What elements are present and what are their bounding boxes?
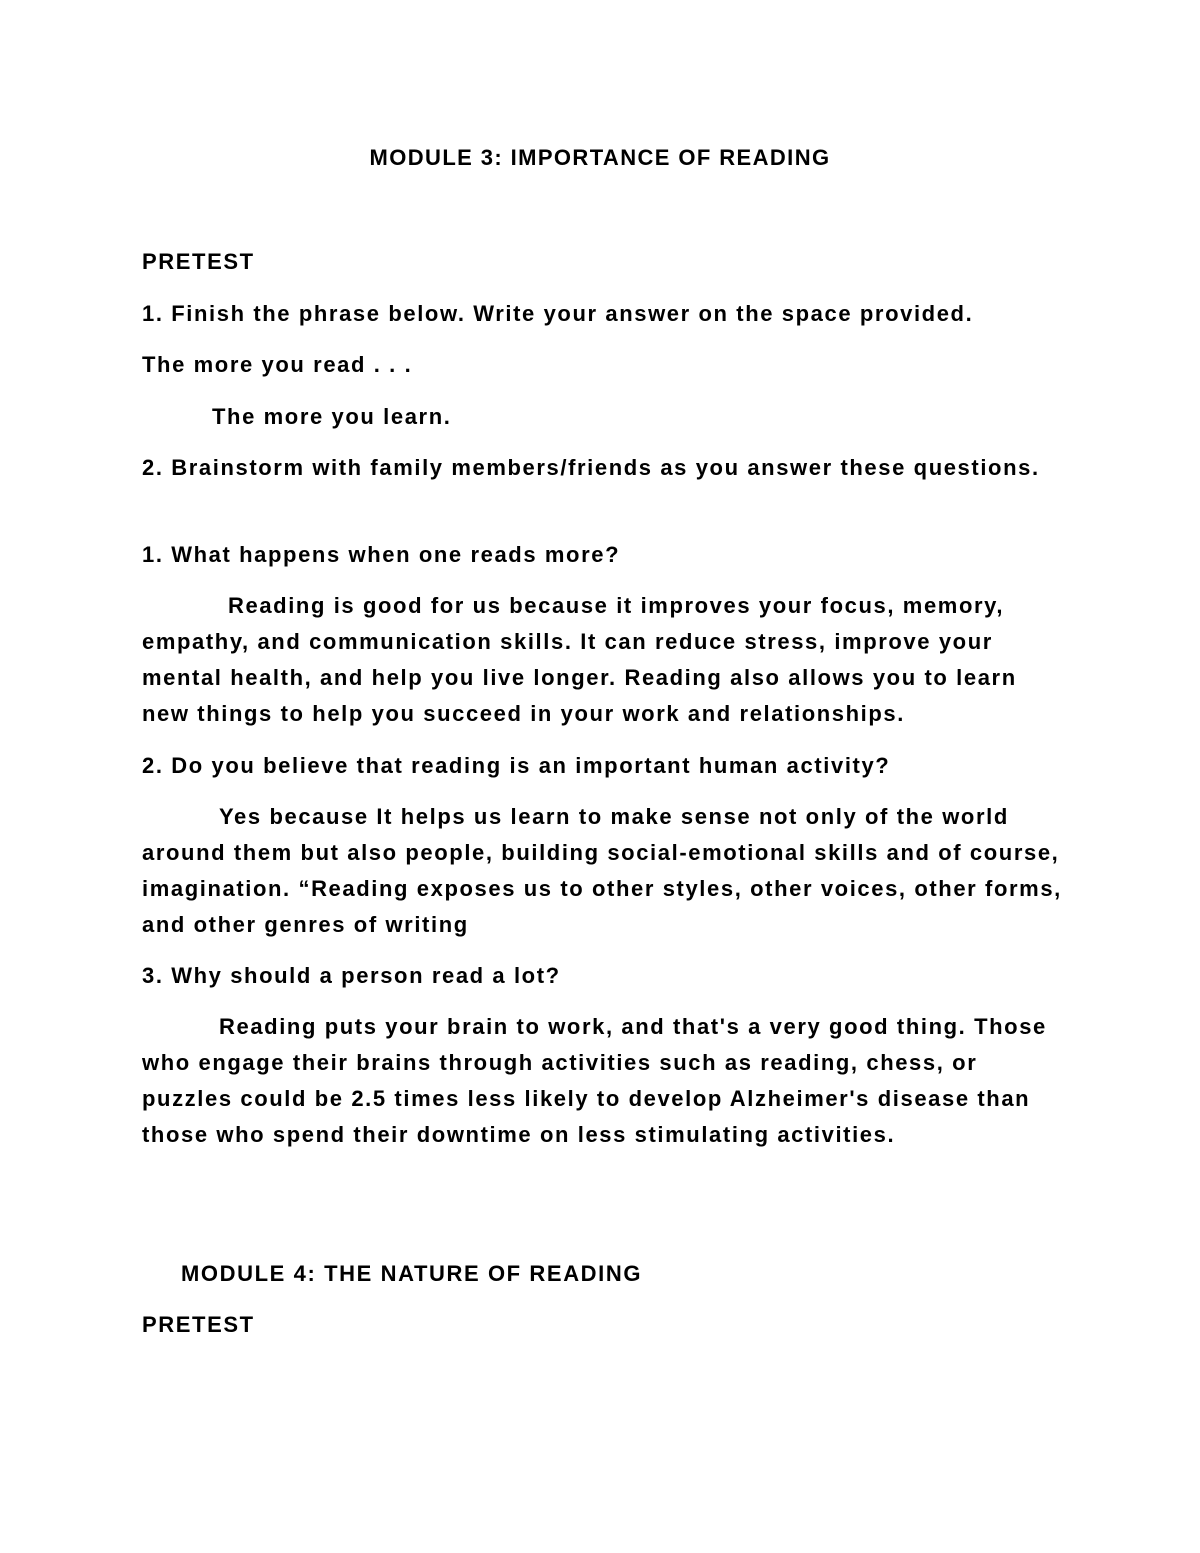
sub-answer-3: Reading puts your brain to work, and that's a very good thing. Those who engage their brains through activities such as reading, chess, or puzzles could be 2.5 times less likely to develop Alzheimer's disease than those who spend their downtime on less stimulating activities. xyxy=(142,1014,1047,1147)
module-3-pretest-heading: PRETEST xyxy=(142,249,255,274)
sub-question-2: 2. Do you believe that reading is an important human activity? xyxy=(142,753,891,778)
question-1-answer: The more you learn. xyxy=(212,404,452,429)
module-4-title: MODULE 4: THE NATURE OF READING xyxy=(181,1261,643,1286)
sub-question-3: 3. Why should a person read a lot? xyxy=(142,963,561,988)
sub-answer-1: Reading is good for us because it improves your focus, memory, empathy, and communication skills. It can reduce stress, improve your mental health, and help you live longer. Reading also allows you to learn new things to help you succeed in your work and relationships. xyxy=(142,593,1017,726)
question-1-instruction: 1. Finish the phrase below. Write your answer on the space provided. xyxy=(142,301,974,326)
sub-question-1: 1. What happens when one reads more? xyxy=(142,542,621,567)
question-2-instruction: 2. Brainstorm with family members/friends as you answer these questions. xyxy=(142,455,1040,480)
module-3-title: MODULE 3: IMPORTANCE OF READING xyxy=(369,145,831,170)
question-1-prompt: The more you read . . . xyxy=(142,352,413,377)
module-4-pretest-heading: PRETEST xyxy=(142,1312,255,1337)
sub-answer-2: Yes because It helps us learn to make sense not only of the world around them but also people, building social-emotional skills and of course, imagination. “Reading exposes us to other styles, other voices, other forms, and other genres of writing xyxy=(142,804,1062,937)
